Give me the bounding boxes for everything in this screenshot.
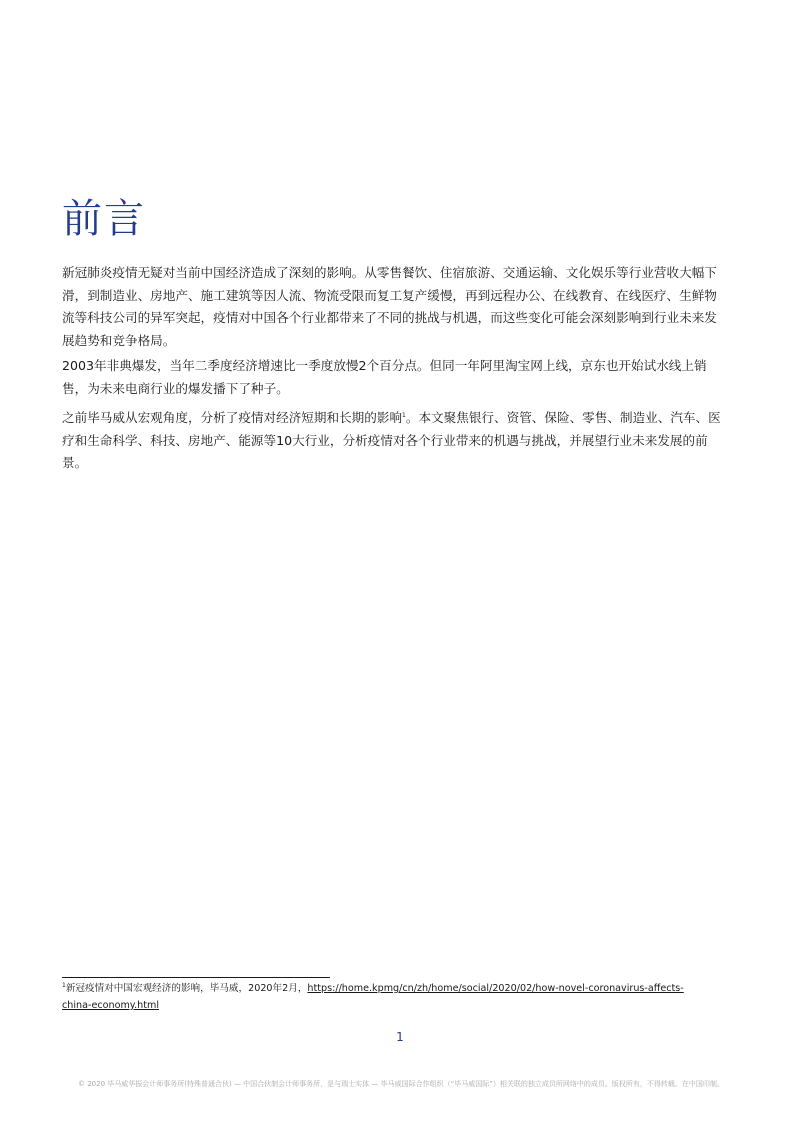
footnote-reference[interactable]: 1 [402, 411, 406, 419]
page-title: 前言 [62, 196, 146, 242]
footnote-divider [62, 977, 330, 978]
paragraph-3-body-text: 。本文聚焦银行、资管、保险、零售、制造业、汽车、医疗和生命科学、科技、房地产、能源等10大行业，分析疫情对各个行业带来的机遇与挑战，并展望行业未来发展的前景。 [62, 410, 721, 470]
footnote [62, 980, 712, 1014]
copyright-notice: © 2020 毕马威华振会计师事务所(特殊普通合伙) — 中国合伙制会计师事务所，是与瑞士实体 — 毕马威国际合作组织（“毕马威国际”）相关联的独立成员所网络中的成员。版权所有，不得转载。在中国印制。 [78, 1080, 724, 1088]
footnote-text: 新冠疫情对中国宏观经济的影响，毕马威，2020年2月， [65, 983, 308, 994]
footnote-number: 1 [62, 981, 66, 989]
intro-paragraph-1: 新冠肺炎疫情无疑对当前中国经济造成了深刻的影响。从零售餐饮、住宿旅游、交通运输、文化娱乐等行业营收大幅下滑，到制造业、房地产、施工建筑等因人流、物流受限而复工复产缓慢，再到远程办公、在线教育、在线医疗、生鲜物流等科技公司的异军突起，疫情对中国各个行业都带来了不同的挑战与机遇，而这些变化可能会深刻影响到行业未来发展趋势和竞争格局。 [62, 265, 717, 348]
paragraph-3-lead-text: 之前毕马威从宏观角度，分析了疫情对经济短期和长期的影响 [62, 410, 403, 425]
footnote-link[interactable]: https://home.kpmg/cn/zh/home/social/2020/02/how-novel-coronavirus-affects-china-economy.html [62, 983, 684, 1011]
intro-paragraph-3 [62, 407, 726, 475]
intro-paragraph-2: 2003年非典爆发，当年二季度经济增速比一季度放慢2个百分点。但同一年阿里淘宝网上线，京东也开始试水线上销售，为未来电商行业的爆发播下了种子。 [62, 358, 707, 396]
page-number: 1 [396, 1030, 404, 1044]
